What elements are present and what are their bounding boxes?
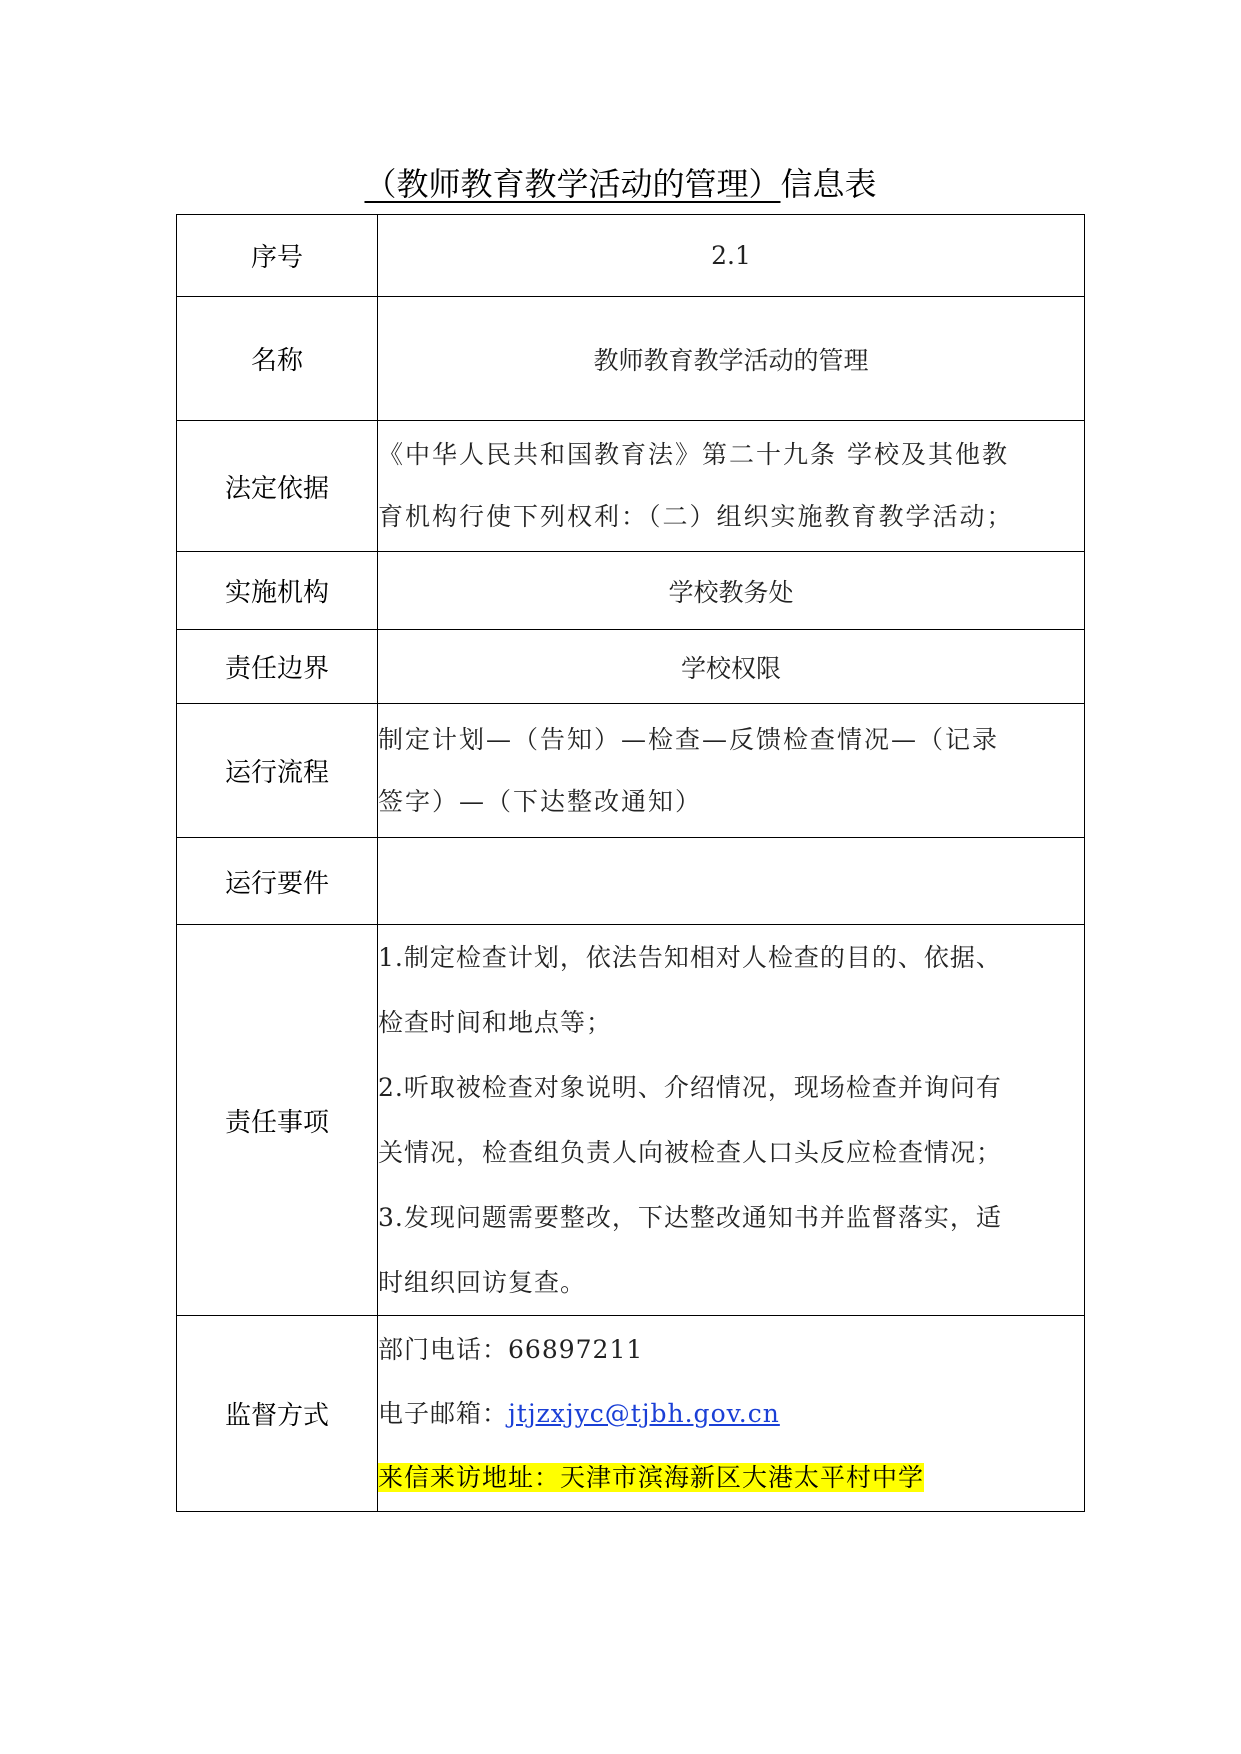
row-process [177, 704, 1085, 838]
duty-line: 关情况，检查组负责人向被检查人口头反应检查情况； [378, 1138, 1003, 1167]
row-basis [177, 421, 1085, 552]
value-duties [378, 925, 1085, 1316]
label-boundary: 责任边界 [177, 630, 378, 704]
value-basis [378, 421, 1085, 552]
page-title [0, 158, 1241, 210]
value-requirements [378, 838, 1085, 925]
value-supervision [378, 1316, 1085, 1512]
duty-line: 1.制定检查计划，依法告知相对人检查的目的、依据、 [378, 943, 1002, 972]
row-duties [177, 925, 1085, 1316]
row-requirements [177, 838, 1085, 925]
value-agency: 学校教务处 [378, 552, 1085, 630]
label-seq: 序号 [177, 215, 378, 297]
duty-line: 检查时间和地点等； [378, 1008, 613, 1037]
address-line [378, 1446, 1084, 1510]
email-link[interactable]: jtjzxjyc@tjbh.gov.cn [508, 1398, 780, 1428]
row-seq [177, 215, 1085, 297]
duty-line: 时组织回访复查。 [378, 1268, 587, 1297]
row-name [177, 297, 1085, 421]
address-highlight: 来信来访地址：天津市滨海新区大港太平村中学 [378, 1462, 925, 1492]
email-line [378, 1382, 1084, 1446]
label-agency: 实施机构 [177, 552, 378, 630]
row-supervision [177, 1316, 1085, 1512]
info-table [176, 214, 1085, 1512]
label-name: 名称 [177, 297, 378, 421]
duty-line: 3.发现问题需要整改，下达整改通知书并监督落实，适 [378, 1203, 1002, 1232]
process-line: 签字）—（下达整改通知） [378, 786, 703, 816]
phone-label: 部门电话： [378, 1334, 509, 1364]
process-line: 制定计划—（告知）—检查—反馈检查情况—（记录 [378, 724, 1000, 754]
row-agency [177, 552, 1085, 630]
duty-line: 2.听取被检查对象说明、介绍情况，现场检查并询问有 [378, 1073, 1002, 1102]
email-label: 电子邮箱： [378, 1398, 509, 1428]
phone-number: 66897211 [508, 1334, 644, 1364]
label-process: 运行流程 [177, 704, 378, 838]
label-requirements: 运行要件 [177, 838, 378, 925]
value-boundary: 学校权限 [378, 630, 1085, 704]
basis-line: 育机构行使下列权利：（二）组织实施教育教学活动； [378, 502, 1014, 531]
value-name: 教师教育教学活动的管理 [378, 297, 1085, 421]
label-duties: 责任事项 [177, 925, 378, 1316]
label-supervision: 监督方式 [177, 1316, 378, 1512]
basis-line: 《中华人民共和国教育法》第二十九条 学校及其他教 [378, 440, 1009, 469]
title-suffix: 信息表 [780, 165, 877, 203]
label-basis: 法定依据 [177, 421, 378, 552]
row-boundary [177, 630, 1085, 704]
title-underlined-part: （教师教育教学活动的管理） [364, 165, 781, 203]
value-seq: 2.1 [378, 215, 1085, 297]
value-process [378, 704, 1085, 838]
phone-line [378, 1318, 1084, 1382]
